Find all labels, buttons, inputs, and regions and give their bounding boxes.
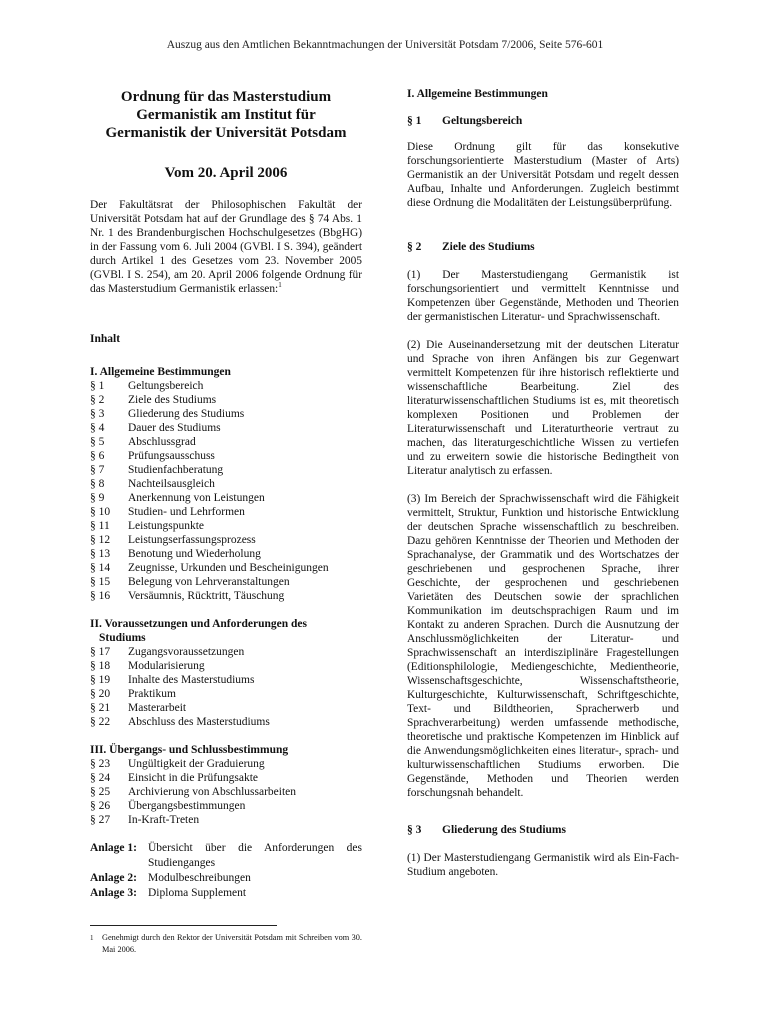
toc-item-number: § 13 [90,548,111,560]
toc-item[interactable] [90,421,362,435]
toc-item[interactable] [90,757,362,771]
appendix-text: Übersicht über die Anforderungen des Studienganges [148,842,362,869]
toc-item-number: § 1 [90,380,105,392]
paragraph-text: (1) Der Masterstudiengang Germanistik wird als Ein-Fach-Studium angeboten. [407,852,679,878]
toc-item[interactable] [90,575,362,589]
toc-item[interactable] [90,491,362,505]
toc-item-number: § 23 [90,758,111,770]
toc-item-label: Ungültigkeit der Graduierung [128,758,265,770]
paragraph-text: Diese Ordnung gilt für das konsekutive forschungsorientierte Masterstudium (Master of Arts) Germanistik an der Universität Potsdam und regelt dessen Aufbau, Inhalte und Anforderungen. Zugleich bestimmt diese Ordnung die Modalitäten der Leistungsüberprüfung. [407,141,679,209]
toc-item[interactable] [90,547,362,561]
toc-item-label: Leistungserfassungsprozess [128,534,256,546]
toc-item-number: § 8 [90,478,105,490]
toc-section-title-text: I. Allgemeine Bestimmungen [90,366,231,378]
toc-item[interactable] [90,701,362,715]
toc-item[interactable] [90,379,362,393]
toc-item-number: § 10 [90,506,111,518]
paragraph-text: (3) Im Bereich der Sprachwissenschaft wird die Fähigkeit vermittelt, Struktur, Funktion und historische Entwicklung der deutschen Sprache wissenschaftlich zu beschreiben. Dazu gehören Kenntnisse der Theorien und Methoden der Sprachanalyse, der Grammatik und des Wortschatzes der geschriebenen und gesprochenen Sprache, ihrer Geschichte, der gesprochenen und geschriebenen Varietäten des Deutschen sowie der sprachlichen Kommunikation im deutschsprachigen Raum und im Kontakt zu anderen Sprachen. Durch die Ausnutzung der Anschlussmöglichkeiten der Literatur- und Sprachwissenschaft an interdisziplinäre Fragestellungen (Editionsphilologie, Mediengeschichte, Medientheorie, Wissenschaftsgeschichte, Wissenschaftstheorie, Kulturgeschichte, Kulturwissenschaft, Schriftgeschichte, Text- und Bildtheorien, Spracherwerb und Sprachverarbeitung) werden umfassende methodische, theoretische und praktische Kompetenzen im Hinblick auf die Anwendungsmöglichkeiten eines literatur-, sprach- und kulturwissenschaftlichen Studiums erworben. Die Gegenstände, Methoden und Theorien werden forschungsnah behandelt. [407,493,679,799]
toc-item[interactable] [90,533,362,547]
toc-item-label: Anerkennung von Leistungen [128,492,265,504]
paragraph-heading-1 [407,114,679,128]
title-line: Germanistik der Universität Potsdam [105,125,347,141]
toc-section-title[interactable] [90,617,362,645]
toc-item-number: § 16 [90,590,111,602]
paragraph-text: (1) Der Masterstudiengang Germanistik ist forschungsorientiert und vermittelt Kenntnisse und Kompetenzen über Gegenstände, Methoden und Theorien der germanistischen Literatur- und Sprachwissenschaft. [407,269,679,323]
toc-item-label: Modularisierung [128,660,205,672]
toc-item[interactable] [90,561,362,575]
paragraph-number: § 1 [407,115,422,127]
toc-item-label: Masterarbeit [128,702,187,714]
page-header: Auszug aus den Amtlichen Bekanntmachungen der Universität Potsdam 7/2006, Seite 576-601 [166,39,604,51]
toc-item-label: Nachteilsausgleich [128,478,215,490]
toc-section-title-text: Studiums [99,632,146,644]
toc-item-label: Praktikum [128,688,176,700]
toc-item[interactable] [90,687,362,701]
toc-item[interactable] [90,785,362,799]
footnote-mark: 1 [90,934,94,942]
toc-item-number: § 20 [90,688,111,700]
toc-item[interactable] [90,659,362,673]
toc-item[interactable] [90,463,362,477]
toc-item-label: Gliederung des Studiums [128,408,245,420]
toc-item-number: § 27 [90,814,111,826]
toc-item-label: Einsicht in die Prüfungsakte [128,772,258,784]
toc-item-number: § 15 [90,576,111,588]
toc-item-label: Abschluss des Masterstudiums [128,716,270,728]
toc-item[interactable] [90,645,362,659]
appendix-label: Anlage 3: [90,887,137,899]
toc-item-label: Benotung und Wiederholung [128,548,261,560]
toc-item-number: § 18 [90,660,111,672]
footnote-text: Genehmigt durch den Rektor der Universität Potsdam mit Schreiben vom 30. Mai 2006. [102,933,362,954]
toc-item-label: Archivierung von Abschlussarbeiten [128,786,296,798]
toc-item[interactable] [90,813,362,827]
appendix-text: Diploma Supplement [148,887,247,899]
toc-item-number: § 2 [90,394,105,406]
toc-item-number: § 26 [90,800,111,812]
appendix-item[interactable] [90,871,362,886]
toc-item[interactable] [90,505,362,519]
toc-item-label: Übergangsbestimmungen [128,800,246,812]
paragraph-number: § 3 [407,824,422,836]
toc-item-number: § 12 [90,534,111,546]
toc-item-number: § 6 [90,450,105,462]
toc-section-title[interactable] [90,365,362,379]
footnote-divider [90,925,277,926]
toc-item[interactable] [90,393,362,407]
toc-item-label: Belegung von Lehrveranstaltungen [128,576,290,588]
paragraph-title: Ziele des Studiums [442,241,535,253]
paragraph-heading-2 [407,240,679,254]
toc-item-label: Prüfungsausschuss [128,450,215,462]
toc-item-label: Zugangsvoraussetzungen [128,646,245,658]
toc-section [90,743,362,827]
toc-item[interactable] [90,407,362,421]
toc-heading: Inhalt [90,333,121,345]
toc-item-label: Studien- und Lehrformen [128,506,245,518]
footnote-reference[interactable]: 1 [278,281,282,290]
paragraph-text: (2) Die Auseinandersetzung mit der deutschen Literatur und Sprache von ihren Anfängen bis zur Gegenwart vermittelt Kompetenzen für ihre historisch reflektierte und wissenschaftliche Bearbeitung. Ziel des literaturwissenschaftlichen Studiums ist es, mit theoretisch komplexen Positionen und Problemen der Literaturwissenschaft und Literaturtheorie vertraut zu machen, das literaturgeschichtliche Wissen zu vertiefen und zu erweitern sowie die historische Bedingtheit von Literatur analytisch zu erfassen. [407,339,679,477]
right-column [407,88,679,879]
document-date: Vom 20. April 2006 [164,165,288,181]
toc-item-number: § 11 [90,520,110,532]
toc-item-label: Dauer des Studiums [128,422,221,434]
toc-item-label: In-Kraft-Treten [128,814,200,826]
left-column [90,88,362,901]
toc-item-label: Inhalte des Masterstudiums [128,674,255,686]
toc-item-number: § 25 [90,786,111,798]
toc-section-title[interactable] [90,743,362,757]
paragraph-number: § 2 [407,241,422,253]
toc-section-title-text: II. Voraussetzungen und Anforderungen des [90,618,307,630]
section-title: I. Allgemeine Bestimmungen [407,88,548,100]
toc-item-label: Abschlussgrad [128,436,196,448]
toc-item-label: Geltungsbereich [128,380,204,392]
intro-paragraph [90,198,362,296]
toc-item-number: § 3 [90,408,105,420]
toc-item-number: § 22 [90,716,111,728]
toc-item-number: § 24 [90,772,111,784]
toc-item-number: § 19 [90,674,111,686]
toc-item-label: Leistungspunkte [128,520,205,532]
toc-section [90,617,362,729]
title-line: Germanistik am Institut für [136,107,316,123]
title-line: Ordnung für das Masterstudium [120,89,332,105]
appendix-item[interactable] [90,886,362,901]
appendix-item[interactable] [90,841,362,871]
footnote [90,932,362,956]
toc-item-number: § 17 [90,646,111,658]
toc-section-title-text: III. Übergangs- und Schlussbestimmung [90,744,289,756]
table-of-contents [90,365,362,827]
toc-item-label: Versäumnis, Rücktritt, Täuschung [128,590,285,602]
toc-item[interactable] [90,799,362,813]
toc-item-label: Ziele des Studiums [128,394,217,406]
paragraph-heading-3 [407,823,679,837]
toc-item[interactable] [90,771,362,785]
paragraph-title: Gliederung des Studiums [442,824,566,836]
appendix-label: Anlage 2: [90,872,137,884]
toc-item[interactable] [90,715,362,729]
toc-item-number: § 14 [90,562,111,574]
toc-item-label: Zeugnisse, Urkunden und Bescheinigungen [128,562,329,574]
toc-item-number: § 5 [90,436,105,448]
toc-item[interactable] [90,519,362,533]
document-title [90,88,362,142]
toc-item-number: § 4 [90,422,105,434]
appendix-label: Anlage 1: [90,842,137,854]
toc-item-number: § 21 [90,702,111,714]
intro-text: Der Fakultätsrat der Philosophischen Fakultät der Universität Potsdam hat auf der Grundlage des § 74 Abs. 1 Nr. 1 des Brandenburgischen Hochschulgesetzes (BbgHG) in der Fassung vom 6. Juli 2004 (GVBl. I S. 394), geändert durch Artikel 1 des Gesetzes vom 23. November 2005 (GVBl. I S. 254), am 20. April 2006 folgende Ordnung für das Masterstudium Germanistik erlassen: [90,199,362,295]
appendix-list [90,841,362,901]
appendix-text: Modulbeschreibungen [148,872,251,884]
toc-section [90,365,362,603]
toc-item[interactable] [90,589,362,603]
toc-item[interactable] [90,449,362,463]
toc-item[interactable] [90,477,362,491]
toc-item[interactable] [90,435,362,449]
toc-item-number: § 7 [90,464,105,476]
toc-item-number: § 9 [90,492,105,504]
toc-item-label: Studienfachberatung [128,464,224,476]
paragraph-title: Geltungsbereich [442,115,523,127]
toc-item[interactable] [90,673,362,687]
